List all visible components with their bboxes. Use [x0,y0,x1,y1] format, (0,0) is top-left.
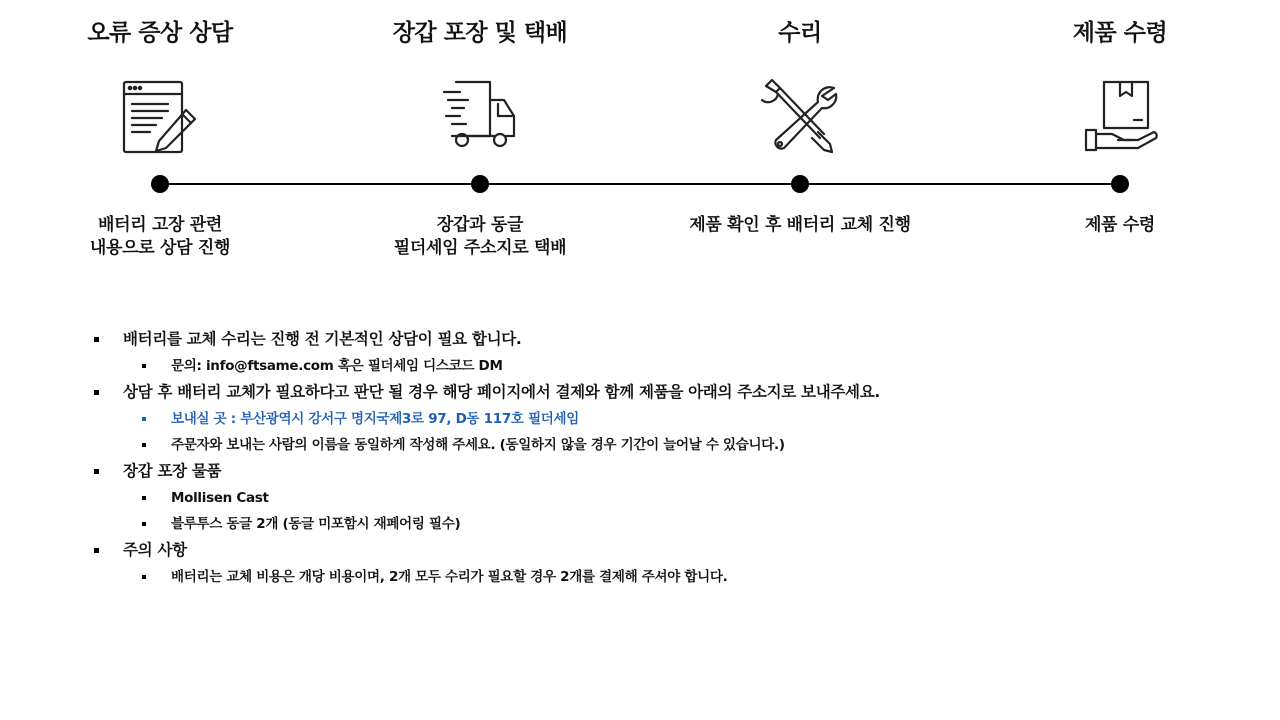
step-title-repair: 수리 [778,20,822,46]
step-desc-line: 제품 수령 [1084,215,1156,235]
step-desc-consult [0,214,320,260]
step-desc-line: 제품 확인 후 배터리 교체 진행 [689,215,911,235]
list-item: 배터리를 교체 수리는 진행 전 기본적인 상담이 필요 합니다. [92,326,1212,352]
step-desc-line: 필더세임 주소지로 택배 [393,238,567,258]
sub-list-item: 배터리는 교체 비용은 개당 비용이며, 2개 모두 수리가 필요할 경우 2개를 결제해 주셔야 합니다. [92,564,1212,590]
timeline-dot-2 [471,175,489,193]
list-item: 상담 후 배터리 교체가 필요하다고 판단 될 경우 해당 페이지에서 결제와 함께 제품을 아래의 주소지로 보내주세요. [92,379,1212,405]
timeline-dot-3 [791,175,809,193]
timeline-dot-4 [1111,175,1129,193]
step-desc-line: 배터리 고장 관련 [97,215,223,235]
step-title-packing: 장갑 포장 및 택배 [392,20,568,46]
step-desc-line: 내용으로 상담 진행 [89,238,231,258]
sub-list-item-contact: 문의: info@ftsame.com 혹은 필더세임 디스코드 DM [92,353,1212,379]
timeline-line [160,183,1120,185]
step-desc-repair [640,214,960,237]
step-desc-line: 장갑과 동글 [436,215,524,235]
form-edit-icon [118,74,202,158]
list-item: 장갑 포장 물품 [92,458,1212,484]
wrench-screwdriver-icon [758,74,842,158]
timeline-dot-1 [151,175,169,193]
package-hand-icon [1078,74,1162,158]
sub-list-item: 블루투스 동글 2개 (동글 미포함시 재페어링 필수) [92,511,1212,537]
step-desc-receive [960,214,1280,237]
step-title-consult: 오류 증상 상담 [87,20,233,46]
delivery-truck-icon [438,74,522,158]
notes-list [92,326,1212,590]
sub-list-item: 주문자와 보내는 사람의 이름을 동일하게 작성해 주세요. (동일하지 않을 경우 기간이 늘어날 수 있습니다.) [92,432,1212,458]
sub-list-item-address: 보내실 곳 : 부산광역시 강서구 명지국제3로 97, D동 117호 필더세임 [92,406,1212,432]
list-item: 주의 사항 [92,537,1212,563]
step-title-receive: 제품 수령 [1072,20,1168,46]
step-desc-packing [320,214,640,260]
sub-list-item: Mollisen Cast [92,485,1212,511]
